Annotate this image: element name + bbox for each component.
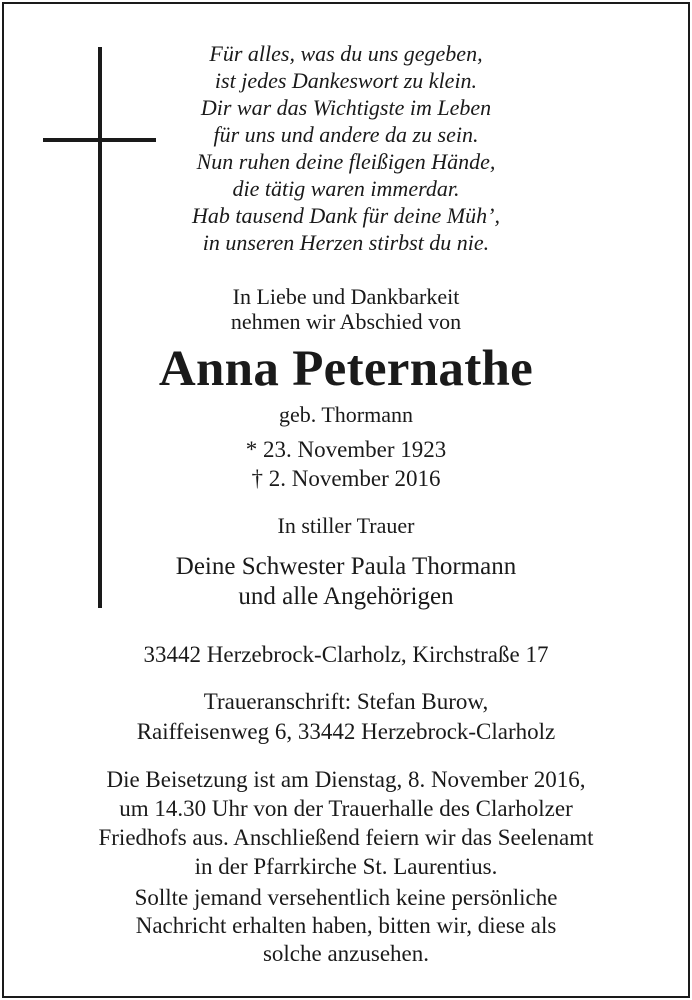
residence-address: 33442 Herzebrock-Clarholz, Kirchstraße 17 [143, 642, 549, 667]
notice-line: Sollte jemand versehentlich keine persönliche [134, 885, 558, 910]
notice-line: Nachricht erhalten haben, bitten wir, diese als [135, 913, 557, 938]
funeral-line: Die Beisetzung ist am Dienstag, 8. November 2016, [106, 767, 586, 792]
mourner-line: und alle Angehörigen [238, 583, 454, 610]
poem-line: Dir war das Wichtigste im Leben [200, 95, 492, 120]
funeral-line: um 14.30 Uhr von der Trauerhalle des Clarholzer [119, 796, 573, 821]
deceased-name: Anna Peternathe [158, 341, 534, 397]
poem-line: für uns und andere da zu sein. [213, 122, 479, 147]
birth-date: * 23. November 1923 [245, 437, 447, 462]
mourner-line: Deine Schwester Paula Thormann [175, 553, 517, 580]
poem-line: Hab tausend Dank für deine Müh’, [192, 203, 500, 228]
notice-line: solche anzusehen. [262, 941, 430, 966]
poem-line: Nun ruhen deine fleißigen Hände, [196, 149, 496, 174]
death-date: † 2. November 2016 [251, 466, 441, 491]
maiden-name: geb. Thormann [278, 402, 413, 427]
funeral-line: in der Pfarrkirche St. Laurentius. [194, 854, 498, 879]
poem-line: in unseren Herzen stirbst du nie. [202, 230, 490, 255]
condolence-address-line: Traueranschrift: Stefan Burow, [203, 689, 489, 714]
condolence-address-line: Raiffeisenweg 6, 33442 Herzebrock-Clarholz [136, 719, 556, 744]
mourning-heading: In stiller Trauer [277, 513, 415, 538]
poem-line: die tätig waren immerdar. [232, 176, 460, 201]
poem-line: Für alles, was du uns gegeben, [209, 41, 483, 66]
funeral-line: Friedhofs aus. Anschließend feiern wir das Seelenamt [98, 825, 594, 850]
intro-line: nehmen wir Abschied von [230, 309, 462, 334]
intro-line: In Liebe und Dankbarkeit [232, 284, 460, 309]
poem-line: ist jedes Dankeswort zu klein. [214, 68, 478, 93]
